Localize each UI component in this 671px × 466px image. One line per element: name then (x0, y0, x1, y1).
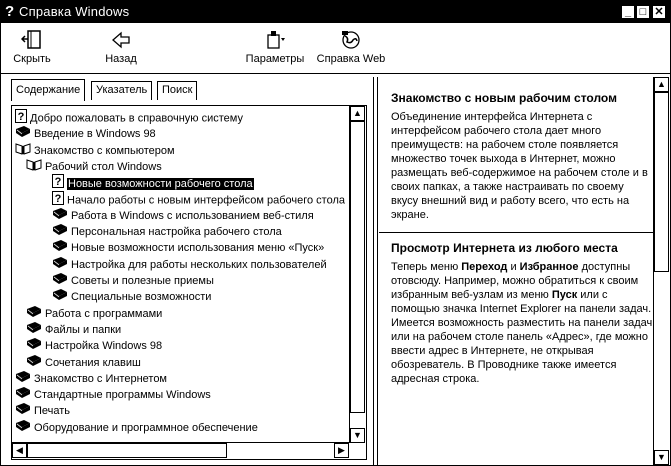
closed-book-icon (26, 305, 42, 323)
tree-item-label: Советы и полезные приемы (71, 274, 214, 287)
closed-book-icon (26, 354, 42, 372)
closed-book-icon (52, 288, 68, 306)
tree-item[interactable] (15, 402, 70, 418)
tree-item-label: Введение в Windows 98 (34, 128, 156, 141)
maximize-button[interactable]: □ (636, 5, 650, 19)
tree-item-label: Файлы и папки (45, 323, 122, 336)
scroll-thumb[interactable] (654, 92, 669, 272)
help-question-icon: ? (5, 3, 15, 20)
tree-item[interactable] (26, 337, 162, 353)
back-button[interactable] (101, 29, 141, 65)
tab-search-label: Поиск (162, 84, 193, 96)
tree-item[interactable] (26, 354, 141, 370)
svg-text:?: ? (54, 176, 62, 189)
tree-vertical-scrollbar[interactable] (349, 106, 366, 443)
tree-horizontal-scrollbar[interactable] (12, 442, 350, 459)
closed-book-icon (52, 239, 68, 257)
minimize-button[interactable]: _ (621, 5, 635, 19)
horizontal-scroll-thumb[interactable] (27, 443, 227, 458)
closed-book-icon (52, 256, 68, 274)
open-book-icon (26, 158, 42, 176)
scroll-right-icon[interactable]: ▶ (334, 443, 349, 458)
scroll-down-icon[interactable]: ▼ (654, 450, 669, 465)
open-book-icon (15, 142, 31, 160)
tree-item-label: Добро пожаловать в справочную систему (30, 112, 243, 125)
closed-book-icon (26, 321, 42, 339)
scroll-down-icon[interactable]: ▼ (350, 428, 365, 443)
scroll-left-icon[interactable]: ◀ (12, 443, 27, 458)
topic-vertical-scrollbar[interactable] (653, 77, 670, 465)
tree-item-label: Печать (34, 405, 71, 418)
closed-book-icon (15, 386, 31, 404)
contents-tree[interactable] (11, 105, 367, 460)
options-label: Параметры (245, 53, 305, 65)
hide-button[interactable] (11, 29, 53, 65)
web-help-button[interactable] (315, 29, 387, 65)
tree-item-label: Специальные возможности (71, 291, 212, 304)
tree-item-label: Персональная настройка рабочего стола (71, 226, 282, 238)
closed-book-icon (15, 402, 31, 420)
tree-item[interactable] (52, 174, 254, 190)
section-heading: Просмотр Интернета из любого места (391, 241, 618, 255)
tree-item[interactable] (26, 305, 162, 321)
tree-item-label: Новые возможности использования меню «Пуск» (71, 242, 325, 255)
section-heading: Знакомство с новым рабочим столом (391, 91, 617, 105)
scroll-up-icon[interactable]: ▲ (654, 77, 669, 92)
pane-splitter[interactable] (373, 77, 378, 465)
close-button[interactable]: ✕ (652, 5, 666, 19)
section-text: Объединение интерфейса Интернета с интерфейсом рабочего стола дает много преимуществ: на рабочем столе появляется множество точек выхода в Интернет, можно размещать веб-содержимое на рабочем столе и в своих папках, а также настраивать по своему вкусу внешний вид и работу всего, что есть на экране. (391, 111, 648, 221)
web-help-label: Справка Web (316, 53, 386, 65)
section-divider (379, 232, 659, 233)
section-text: Теперь меню Переход и Избранное доступны отовсюду. Например, можно обратиться к своим избранным веб-узлам из меню Пуск или с помощью значка Internet Explorer на панели задач. Имеется возможность разместить на панели задач или на рабочем столе панель «Адрес», где можно ввести адрес в Интернете, не открывая обозреватель. В Проводнике также имеется адресная строка. (391, 261, 653, 385)
tree-item[interactable] (52, 256, 327, 272)
title-bar[interactable] (1, 1, 670, 23)
scroll-up-icon[interactable]: ▲ (350, 106, 365, 121)
tree-item[interactable] (26, 158, 162, 174)
tree-item-label: Оборудование и программное обеспечение (34, 421, 258, 434)
tree-item-label: Стандартные программы Windows (34, 389, 211, 401)
hide-pane-icon (21, 29, 43, 51)
tree-item-label: Знакомство с Интернетом (34, 372, 167, 385)
window-title: Справка Windows (19, 4, 130, 19)
closed-book-icon (52, 223, 68, 241)
scroll-thumb[interactable] (350, 121, 365, 413)
back-label: Назад (105, 53, 137, 65)
tree-item-label: Настройка для работы нескольких пользователей (71, 258, 327, 271)
tree-item[interactable] (15, 419, 258, 435)
closed-book-icon (52, 207, 68, 225)
hide-label: Скрыть (13, 53, 51, 65)
tree-item-label: Начало работы с новым интерфейсом рабочего стола (67, 193, 345, 206)
tree-item-label: Сочетания клавиш (45, 356, 141, 369)
tree-item-label: Знакомство с компьютером (34, 144, 175, 157)
closed-book-icon (15, 125, 31, 143)
closed-book-icon (15, 370, 31, 388)
tree-item[interactable] (15, 386, 211, 402)
tree-item-label: Работа с программами (45, 307, 163, 320)
tree-item[interactable] (52, 272, 214, 288)
tree-item[interactable] (15, 109, 243, 125)
svg-text:?: ? (17, 111, 25, 123)
tree-item[interactable] (15, 142, 175, 158)
tree-item[interactable] (52, 207, 314, 223)
back-arrow-icon (110, 29, 132, 51)
tree-item[interactable] (52, 191, 345, 207)
web-help-globe-icon (339, 29, 363, 51)
tree-item[interactable] (52, 223, 282, 239)
tree-item[interactable] (52, 288, 211, 304)
tab-contents[interactable] (11, 79, 85, 101)
tree-item-label: Работа в Windows с использованием веб-стиля (71, 209, 314, 222)
tree-item[interactable] (52, 239, 324, 255)
tab-search[interactable] (157, 81, 197, 100)
topic-content (391, 91, 653, 386)
topic-pane (379, 77, 670, 465)
tree-item-label: Рабочий стол Windows (45, 160, 162, 173)
closed-book-icon (52, 272, 68, 290)
svg-text:?: ? (54, 192, 62, 205)
tree-item[interactable] (26, 321, 121, 337)
tree-item[interactable] (15, 125, 156, 141)
tree-item[interactable] (15, 370, 167, 386)
tree-item-label: Настройка Windows 98 (45, 340, 163, 353)
tab-contents-label: Содержание (16, 84, 81, 96)
navigation-pane (7, 79, 369, 462)
closed-book-icon (26, 337, 42, 355)
options-button[interactable] (243, 29, 307, 65)
closed-book-icon (15, 419, 31, 437)
tab-index[interactable] (91, 81, 152, 100)
tree-item-label: Новые возможности рабочего стола (68, 177, 253, 190)
tab-index-label: Указатель (96, 84, 148, 96)
options-icon (263, 29, 287, 51)
toolbar (1, 23, 670, 74)
